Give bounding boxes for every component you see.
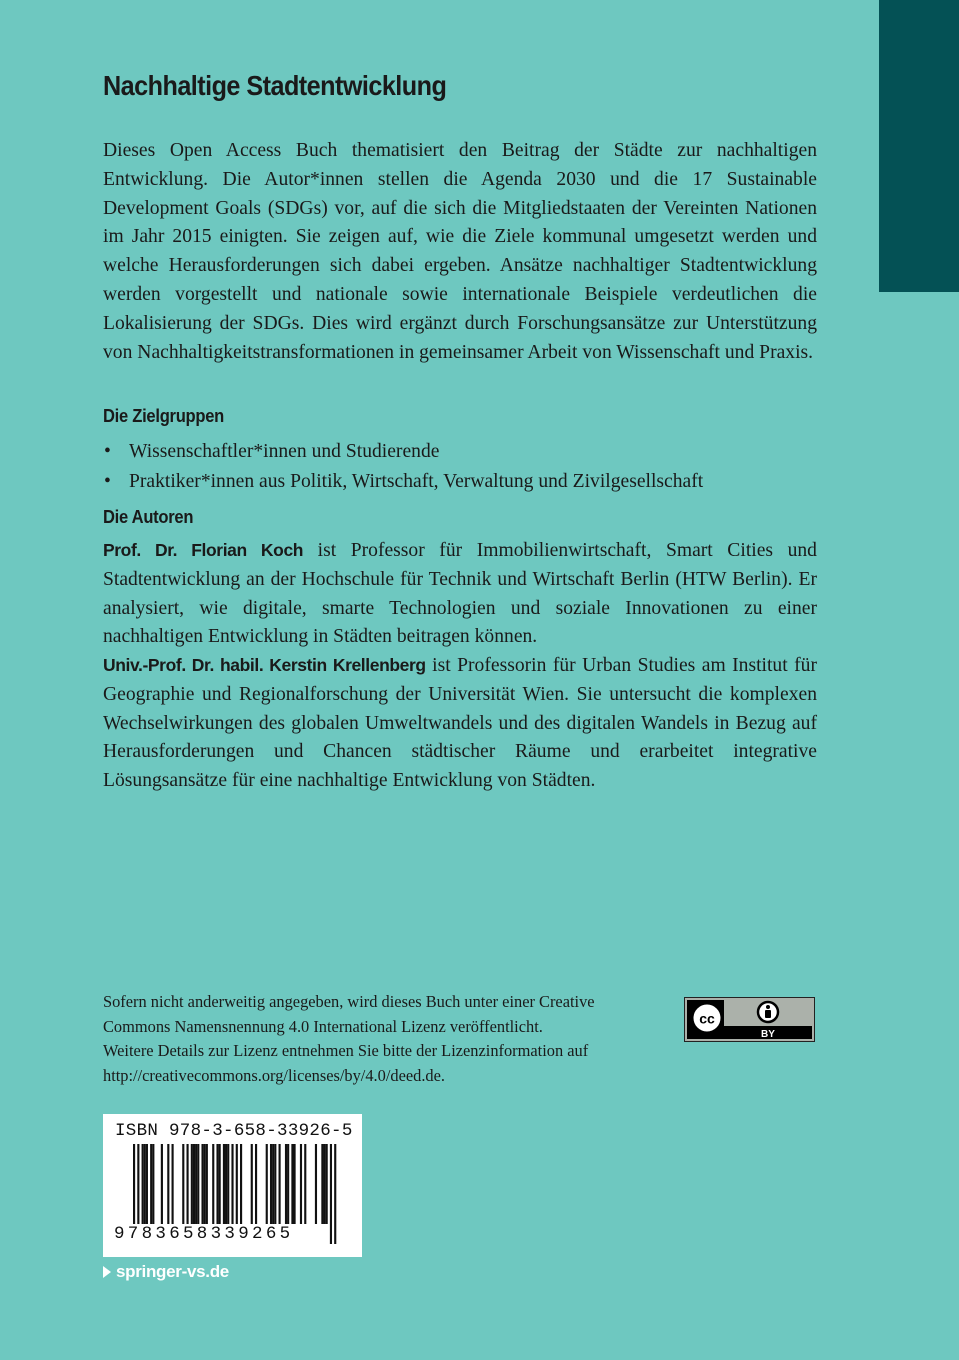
barcode-bar [146, 1144, 148, 1224]
barcode-bar [150, 1144, 152, 1224]
barcode-bar [197, 1144, 199, 1224]
license-url[interactable]: http://creativecommons.org/licenses/by/4.0/deed.de. [103, 1065, 445, 1085]
barcode-bar [212, 1144, 214, 1224]
barcode-bar [161, 1144, 163, 1224]
barcode-bar [204, 1144, 206, 1224]
barcode-bar [223, 1144, 225, 1224]
bullet-icon: • [104, 441, 111, 462]
bullet-icon: • [104, 470, 111, 492]
barcode-bar [255, 1144, 257, 1224]
isbn-label: ISBN 978-3-658-33926-5 [115, 1121, 353, 1141]
license-line: Weitere Details zur Lizenz entnehmen Sie bitte der Lizenzinformation auf [103, 1041, 589, 1060]
barcode-bar [195, 1144, 197, 1224]
barcode-bar [225, 1144, 227, 1224]
barcode-bar [279, 1144, 281, 1224]
author-bio [103, 536, 817, 652]
author-name: Prof. Dr. Florian Koch [103, 540, 304, 560]
accent-corner-bar [879, 0, 959, 292]
barcode-bar [330, 1144, 332, 1244]
authors-heading: Die Autoren [103, 507, 194, 527]
cc-label: cc [699, 1010, 715, 1027]
author-bio-text: ist Professor für Immobilienwirtschaft, Smart Cities und Stadtentwicklung an der Hochschule für Technik und Wirtschaft Berlin (HTW Berlin). Er analysiert, wie digitale, smarte Technologien und soziale Innovationen zu einer nachhaltigen Entwicklung in Städten beitragen können. [103, 540, 817, 648]
barcode-bar [142, 1144, 144, 1224]
barcode-bar [270, 1144, 272, 1224]
barcode-bar [251, 1144, 253, 1224]
barcode-bar [274, 1144, 276, 1224]
target-group-text: Praktiker*innen aus Politik, Wirtschaft, Verwaltung und Zivilgesellschaft [129, 470, 704, 492]
barcode-bar [172, 1144, 174, 1224]
by-label: BY [761, 1029, 775, 1040]
barcode-bar [287, 1144, 289, 1224]
author-bio-text: ist Professorin für Urban Studies am Institut für Geographie und Regionalforschung der Universität Wien. Sie untersucht die komplexen Wechselwirkungen des globalen Umweltwandels und des digitalen Wandels in Bezug auf Herausforderungen und Chancen städtischer Räume und erarbeitet integrative Lösungsansätze für eine nachhaltige Entwicklung von Städten. [103, 655, 817, 792]
barcode-bar [191, 1144, 193, 1224]
book-description: Dieses Open Access Buch thematisiert den Beitrag der Städte zur nachhaltigen Entwicklung. Die Autor*innen stellen die Agenda 2030 und die 17 Sustainable Development Goals (SDGs) vor, auf die sich die Mitgliedstaaten der Vereinten Nationen im Jahr 2015 einigten. Sie zeigen auf, wie die Ziele kommunal umgesetzt werden und welche Herausforderungen sich dabei ergeben. Ansätze nachhaltiger Stadtentwicklung werden vorgestellt und nationale sowie internationale Beispiele verdeutlichen die Lokalisierung der SDGs. Dies wird ergänzt durch Forschungsansätze zur Unterstützung von Nachhaltigkeitstransformationen in gemeinsamer Arbeit von Wissenschaft und Praxis. [103, 140, 817, 363]
barcode-bar [206, 1144, 208, 1224]
barcode-bar [294, 1144, 296, 1224]
barcode-bar [304, 1144, 306, 1224]
barcode-bar [144, 1144, 146, 1224]
barcode-bar [152, 1144, 154, 1224]
list-item [103, 467, 843, 497]
cc-by-license-icon [684, 997, 815, 1042]
barcode-bar [182, 1144, 184, 1224]
barcode-bar [187, 1144, 189, 1224]
license-notice [103, 990, 673, 1088]
author-name: Univ.-Prof. Dr. habil. Kerstin Krellenberg [103, 655, 426, 675]
barcode-bar [227, 1144, 229, 1224]
arrow-right-icon [103, 1266, 111, 1278]
barcode-bar [240, 1144, 242, 1224]
isbn-barcode [103, 1114, 362, 1257]
target-group-text: Wissenschaftler*innen und Studierende [129, 441, 440, 462]
barcode-bar [291, 1144, 293, 1224]
barcode-bar [323, 1144, 325, 1224]
author-bio [103, 651, 817, 796]
barcode-bar [300, 1144, 302, 1224]
license-line: Commons Namensnennung 4.0 International Lizenz veröffentlicht. [103, 1016, 543, 1036]
barcode-bar [321, 1144, 323, 1224]
website-label: springer-vs.de [116, 1262, 229, 1281]
ean-digits: 9783658339265 [114, 1224, 294, 1244]
barcode-bar [216, 1144, 218, 1224]
barcode-bar [219, 1144, 221, 1224]
barcode-bar [201, 1144, 203, 1224]
barcode-bar [193, 1144, 195, 1224]
book-title: Nachhaltige Stadtentwicklung [103, 70, 447, 101]
license-line: Sofern nicht anderweitig angegeben, wird dieses Buch unter einer Creative [103, 992, 595, 1011]
barcode-bar [272, 1144, 274, 1224]
barcode-bar [326, 1144, 328, 1224]
list-item [103, 437, 843, 467]
barcode-bar [334, 1144, 336, 1244]
publisher-website[interactable] [103, 1262, 229, 1282]
barcode-bar [285, 1144, 287, 1224]
target-groups-list [103, 437, 843, 496]
barcode-bar [315, 1144, 317, 1224]
barcode-bar [266, 1144, 268, 1224]
target-groups-heading: Die Zielgruppen [103, 406, 224, 426]
barcode-bar [167, 1144, 169, 1224]
